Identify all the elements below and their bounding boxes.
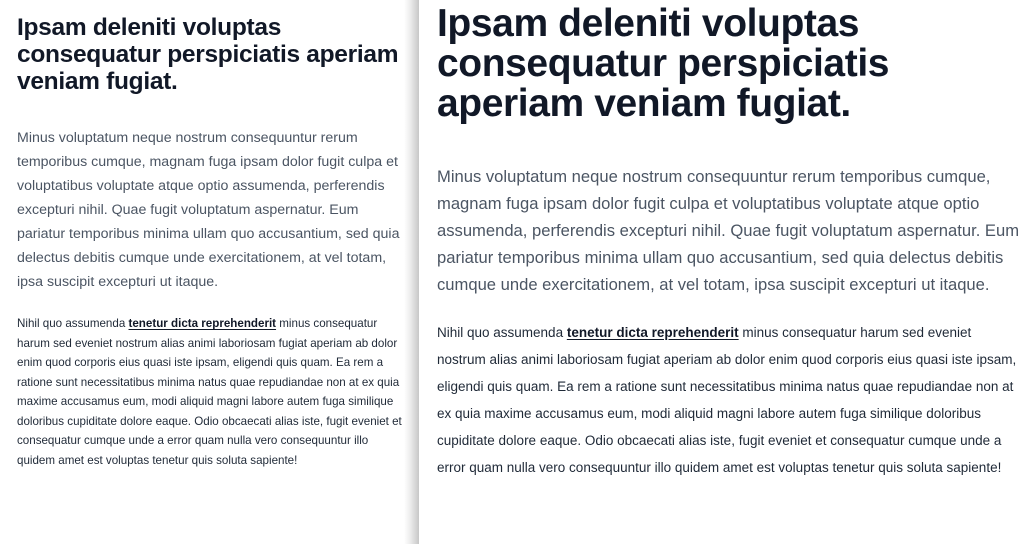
article-wide xyxy=(437,4,1022,481)
narrow-viewport-panel xyxy=(0,0,408,544)
article-body-paragraph xyxy=(17,314,405,470)
wide-viewport-panel xyxy=(419,0,1024,544)
body-text-before-link: Nihil quo assumenda xyxy=(17,317,129,330)
panel-divider-shadow xyxy=(404,0,419,544)
inline-link[interactable]: tenetur dicta reprehenderit xyxy=(128,317,277,330)
inline-link[interactable]: tenetur dicta reprehenderit xyxy=(566,325,739,340)
body-text-before-link: Nihil quo assumenda xyxy=(437,325,567,340)
body-text-after-link: minus consequatur harum sed eveniet nostrum alias animi laboriosam fugiat aperiam ab dolor enim quod corporis eius quasi iste ipsam, eligendi quis quam. Ea rem a ratione sunt necessitatibus minima natus quae repudiandae non at ex quia maxime accusamus eum, modi aliquid magni labore autem fuga similique doloribus cupiditate dolore eaque. Odio obcaecati alias iste, fugit eveniet et consequatur cumque unde a error quam nulla vero consequuntur illo quidem amet est voluptas tenetur quis soluta sapiente! xyxy=(17,317,402,467)
article-lead-paragraph: Minus voluptatum neque nostrum consequuntur rerum temporibus cumque, magnam fuga ipsam dolor fugit culpa et voluptatibus voluptate atque optio assumenda, perferendis excepturi nihil. Quae fugit voluptatum aspernatur. Eum pariatur temporibus minima ullam quo accusantium, sed quia delectus debitis cumque unde exercitationem, at vel totam, ipsa suscipit excepturi ut itaque. xyxy=(17,130,400,290)
article-lead-paragraph: Minus voluptatum neque nostrum consequuntur rerum temporibus cumque, magnam fuga ipsam dolor fugit culpa et voluptatibus voluptate atque optio assumenda, perferendis excepturi nihil. Quae fugit voluptatum aspernatur. Eum pariatur temporibus minima ullam quo accusantium, sed quia delectus debitis cumque unde exercitationem, at vel totam, ipsa suscipit excepturi ut itaque. xyxy=(437,167,1020,294)
article-title: Ipsam deleniti voluptas consequatur perspiciatis aperiam veniam fugiat. xyxy=(17,14,399,95)
body-text-after-link: minus consequatur harum sed eveniet nostrum alias animi laboriosam fugiat aperiam ab dolor enim quod corporis eius quasi iste ipsam, eligendi quis quam. Ea rem a ratione sunt necessitatibus minima natus quae repudiandae non at ex quia maxime accusamus eum, modi aliquid magni labore autem fuga similique doloribus cupiditate dolore eaque. Odio obcaecati alias iste, fugit eveniet et consequatur cumque unde a error quam nulla vero consequuntur illo quidem amet est voluptas tenetur quis soluta sapiente! xyxy=(437,325,1017,475)
article-body-paragraph xyxy=(437,319,1022,481)
article-title: Ipsam deleniti voluptas consequatur perspiciatis aperiam veniam fugiat. xyxy=(437,2,890,125)
article-narrow xyxy=(17,14,405,470)
